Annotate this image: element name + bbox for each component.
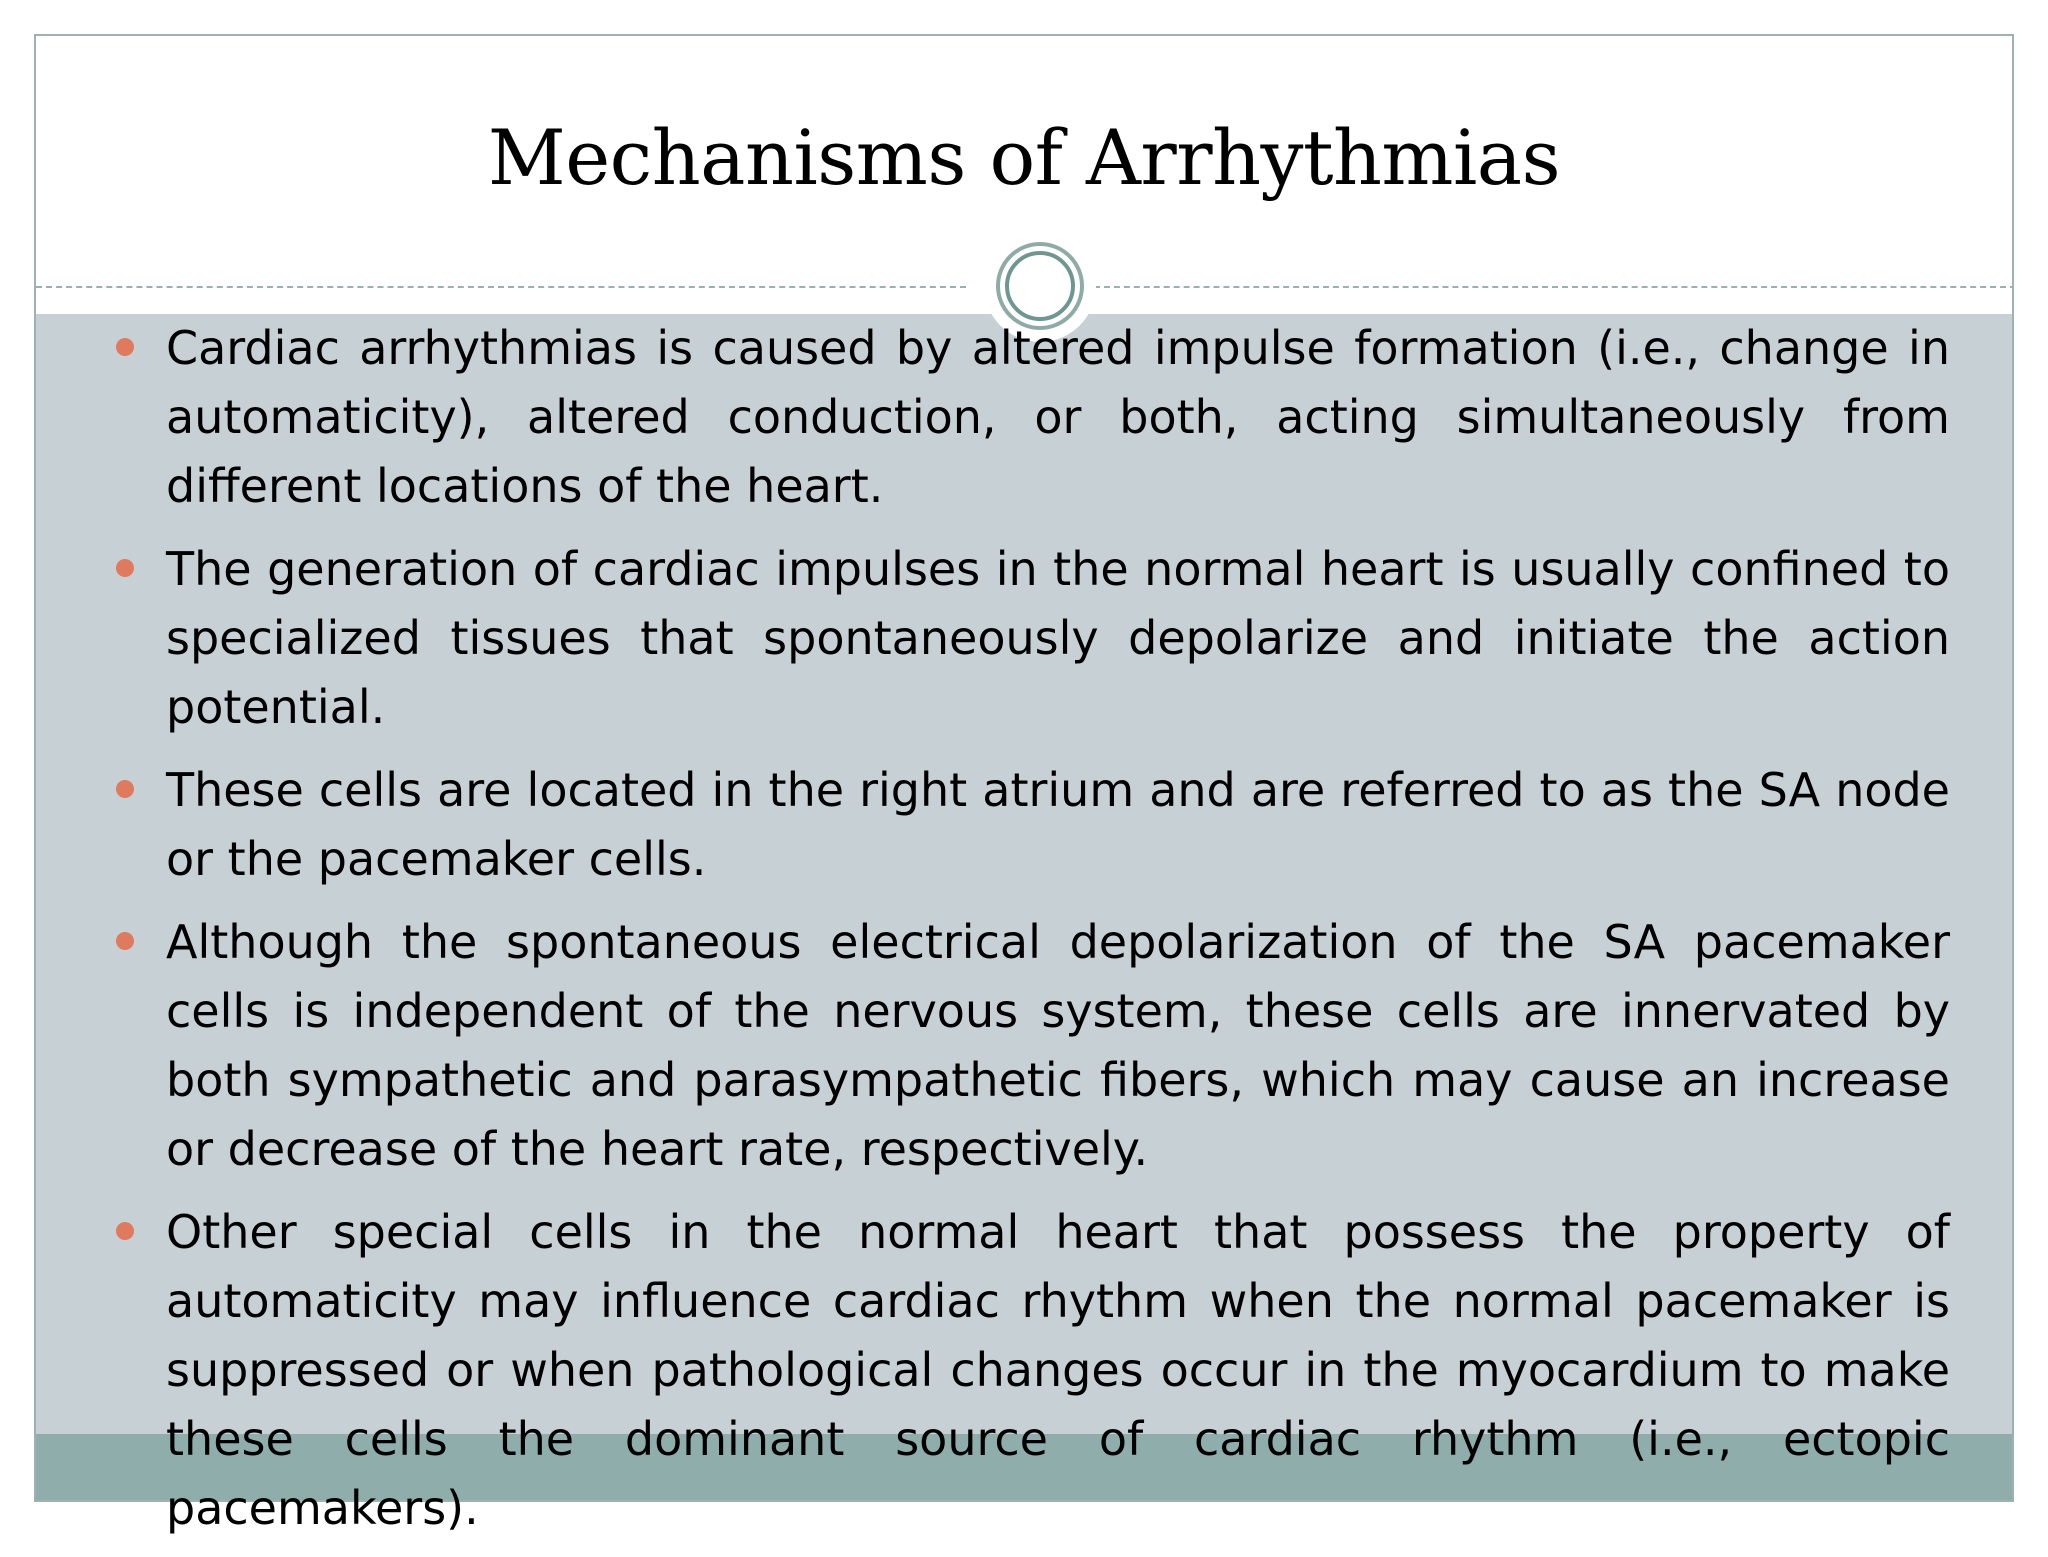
list-item bbox=[116, 1198, 1950, 1543]
bullet-text: Other special cells in the normal heart that possess the property of automaticity may influence cardiac rhythm when the normal pacemaker is suppressed or when pathological changes occur in the myocardium to make these cells the dominant source of cardiac rhythm (i.e., ectopic pacemakers). bbox=[166, 1205, 1950, 1535]
bullet-dot-icon bbox=[116, 1222, 134, 1240]
bullet-text: Although the spontaneous electrical depolarization of the SA pacemaker cells is independent of the nervous system, these cells are innervated by both sympathetic and parasympathetic fibers, which may cause an increase or decrease of the heart rate, respectively. bbox=[166, 915, 1950, 1176]
title-divider-right bbox=[1094, 286, 2014, 288]
bullet-dot-icon bbox=[116, 932, 134, 950]
title-divider-left bbox=[36, 286, 966, 288]
bullet-text: Cardiac arrhythmias is caused by altered impulse formation (i.e., change in automaticity), altered conduction, or both, acting simultaneously from different locations of the heart. bbox=[166, 321, 1950, 513]
list-item bbox=[116, 908, 1950, 1184]
list-item bbox=[116, 756, 1950, 894]
bullet-dot-icon bbox=[116, 780, 134, 798]
slide-title: Mechanisms of Arrhythmias bbox=[487, 113, 1561, 202]
bullet-text: These cells are located in the right atrium and are referred to as the SA node or the pacemaker cells. bbox=[166, 763, 1950, 886]
list-item bbox=[116, 535, 1950, 742]
bullet-list bbox=[116, 314, 1950, 1557]
bullet-dot-icon bbox=[116, 559, 134, 577]
bullet-text: The generation of cardiac impulses in the normal heart is usually confined to specialized tissues that spontaneously depolarize and initiate the action potential. bbox=[166, 542, 1950, 734]
bullet-dot-icon bbox=[116, 338, 134, 356]
list-item bbox=[116, 314, 1950, 521]
